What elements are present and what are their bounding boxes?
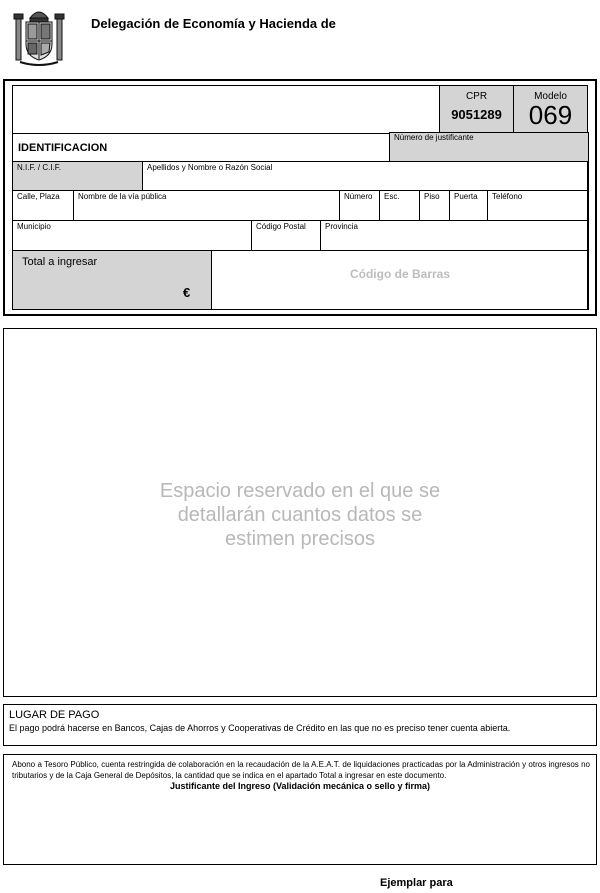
modelo-label: Modelo <box>534 91 567 102</box>
coat-of-arms-logo <box>12 4 66 70</box>
provincia-field[interactable] <box>320 220 589 251</box>
telefono-field[interactable] <box>487 190 589 221</box>
reserved-line: estimen precisos <box>224 528 376 550</box>
lugar-pago-box <box>3 704 597 746</box>
reserved-line: Espacio reservado en el que se <box>159 480 441 502</box>
codigo-postal-label: Código Postal <box>256 222 306 231</box>
numero-label: Número <box>344 192 373 201</box>
cpr-box <box>439 85 514 133</box>
esc-label: Esc. <box>384 192 400 201</box>
reserved-line: detallarán cuantos datos se <box>177 504 423 526</box>
esc-field[interactable] <box>379 190 420 221</box>
abono-box <box>3 754 597 865</box>
justificante-caption: Justificante del Ingreso (Validación mecánica o sello y firma) <box>169 781 431 791</box>
puerta-label: Puerta <box>454 192 478 201</box>
calle-field[interactable] <box>12 190 74 221</box>
telefono-label: Teléfono <box>492 192 523 201</box>
identificacion-heading: IDENTIFICACION <box>18 142 108 154</box>
apellidos-field[interactable] <box>142 161 589 191</box>
calle-label: Calle, Plaza <box>17 192 60 201</box>
ejemplar-label: Ejemplar para <box>380 877 453 889</box>
via-field[interactable] <box>73 190 340 221</box>
cpr-value: 9051289 <box>451 107 502 122</box>
reserved-text <box>4 479 596 551</box>
lugar-pago-text: El pago podrá hacerse en Bancos, Cajas de Ahorros y Cooperativas de Crédito en las que no es preciso tener cuenta abierta. <box>9 723 511 733</box>
reserved-area <box>3 328 597 697</box>
total-label: Total a ingresar <box>22 256 98 268</box>
codigo-postal-field[interactable] <box>251 220 321 251</box>
apellidos-label: Apellidos y Nombre o Razón Social <box>147 163 273 172</box>
euro-symbol: € <box>183 285 191 300</box>
modelo-value: 069 <box>528 100 573 130</box>
via-label: Nombre de la vía pública <box>78 192 167 201</box>
puerta-field[interactable] <box>449 190 488 221</box>
barcode-area <box>211 250 589 310</box>
nif-label: N.I.F. / C.I.F. <box>17 163 62 172</box>
modelo-box <box>513 85 588 133</box>
numero-field[interactable] <box>339 190 380 221</box>
barcode-label: Código de Barras <box>349 267 451 281</box>
provincia-label: Provincia <box>325 222 358 231</box>
municipio-label: Municipio <box>17 222 51 231</box>
justificante-label: Número de justificante <box>394 133 474 142</box>
justificante-field[interactable] <box>389 132 589 162</box>
municipio-field[interactable] <box>12 220 252 251</box>
cpr-label: CPR <box>465 91 488 102</box>
abono-text: Abono a Tesoro Público, cuenta restringida de colaboración en la recaudación de la A.E.A.T. de liquidaciones practicadas por la Administración y otros ingresos no tributarios y de la Caja General de Depósitos, la cantidad que se indica en el apartado Total a ingresar en este documento. <box>12 760 590 780</box>
nif-field[interactable] <box>12 161 143 191</box>
piso-field[interactable] <box>419 190 450 221</box>
total-field[interactable] <box>12 250 212 310</box>
piso-label: Piso <box>424 192 440 201</box>
page-title: Delegación de Economía y Hacienda de <box>91 16 336 31</box>
lugar-pago-title: LUGAR DE PAGO <box>9 709 100 721</box>
